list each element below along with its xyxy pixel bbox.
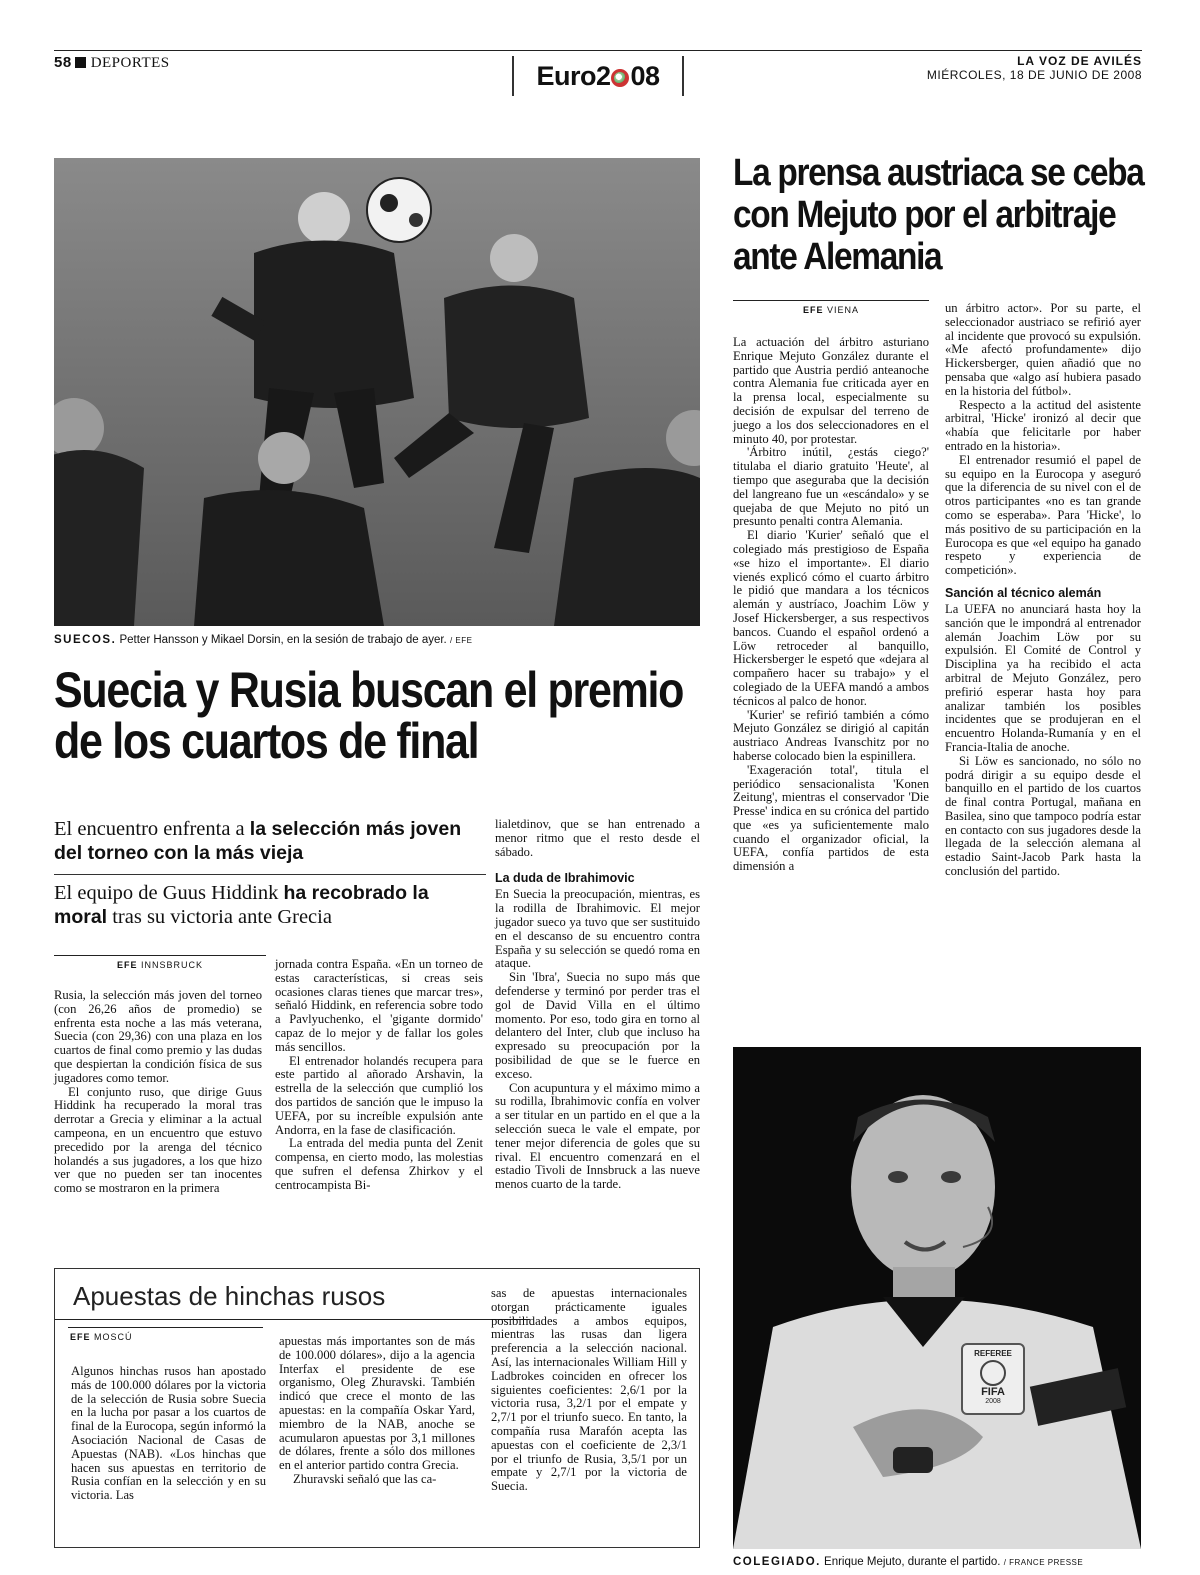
- box-byline: [68, 1327, 263, 1347]
- right-column-1: [733, 336, 929, 874]
- paragraph: jornada contra España. «En un torneo de estas características, si creas seis ocasiones claras tienes que marcar tres», señaló Hiddink, en referencia sobre todo a Pavlyuchenko, el 'gigante dormido' capaz de lo mejor y de fallar los goles más sencillos.: [275, 957, 483, 1054]
- caption-lead: COLEGIADO.: [733, 1556, 821, 1568]
- referee-photo-caption: [733, 1555, 1153, 1570]
- main-byline: [54, 955, 266, 975]
- paragraph: Sin 'Ibra', Suecia no supo más que defenderse y terminó por perder tras el gol de David Villa en el último momento. Por eso, todo gira en torno al delantero del Inter, club que incluso ha expresado su preocupación por la posibilidad de que se le fuerce en exceso.: [495, 970, 700, 1081]
- byline-place: VIENA: [823, 305, 860, 315]
- masthead-info: [927, 54, 1142, 82]
- box-column-2: [279, 1335, 475, 1487]
- paragraph: Con acupuntura y el máximo mimo a su rodilla, Ibrahimovic confía en volver a ser titular en un partido en el que a la selección sueca le vale el empate, por tener mejor diferencia de goles que su rival. El encuentro comenzará en el estadio Tivoli de Innsbruck a las nueve menos cuarto de la tarde.: [495, 1080, 700, 1192]
- byline-agency: EFE: [116, 960, 138, 970]
- box-title: Apuestas de hinchas rusos: [73, 1281, 386, 1311]
- deck-1-bold: la selección más joven del torneo con la más vieja: [54, 818, 462, 864]
- byline-agency: EFE: [70, 1332, 91, 1342]
- referee-badge: [961, 1343, 1025, 1415]
- header-rule: [54, 50, 1142, 51]
- paragraph: La UEFA no anunciará hasta hoy la sanción que le impondrá al entrenador alemán Joachim Löw por su expulsión. El Comité de Control y Disciplina ya ha recibido el acta arbitral de Mejuto González, pero prefirió esperar hasta hoy para analizar también los posibles incidentes que se produjeran en el encuentro Holanda-Rumanía y en el Francia-Italia de anoche.: [945, 601, 1141, 754]
- deck-2: [54, 881, 484, 929]
- right-column-2: [945, 302, 1141, 879]
- newspaper-name: LA VOZ DE AVILÉS: [1017, 54, 1142, 68]
- deck-2-text-c: tras su victoria ante Grecia: [107, 906, 332, 928]
- main-column-1: [54, 989, 262, 1196]
- square-bullet-icon: [75, 57, 86, 68]
- caption-credit: / EFE: [449, 636, 473, 645]
- subhead-sancion: Sanción al técnico alemán: [945, 585, 1102, 600]
- paragraph: apuestas más importantes son de más de 100.000 dólares», dijo a la agencia Interfax el presidente de ese organismo, Oleg Zhuravski. También indicó que crece el monto de las apuestas: en la compañía Oskar Yard, miembro de la NAB, anoche se acumularon apuestas por 3,1 millones de dólares, frente a sólo dos millones en el anterior partido contra Grecia.: [279, 1334, 475, 1473]
- main-column-2: [275, 958, 483, 1193]
- right-headline: La prensa austriaca se ceba con Mejuto por el arbitraje ante Alemania: [733, 152, 1144, 278]
- caption-text: Petter Hansson y Mikael Dorsin, en la sesión de trabajo de ayer.: [116, 634, 450, 646]
- byline-place: MOSCÚ: [90, 1332, 133, 1342]
- logo-text-b: 08: [630, 61, 660, 91]
- paragraph: En Suecia la preocupación, mientras, es la rodilla de Ibrahimovic. El mejor jugador sueco ya tuvo que ser sustituido en el descanso de su encuentro contra España y su selección se quedó roma en ataque.: [495, 887, 700, 971]
- paragraph: lialetdinov, que se han entrenado a menor ritmo que el resto desde el sábado.: [495, 817, 700, 859]
- paragraph: El entrenador holandés recupera para este partido al añorado Arshavin, la estrella de la selección que cumplió los dos partidos de sanción que le impuso la UEFA, por su increíble expulsión ante Andorra, en la fase de clasificación.: [275, 1053, 483, 1137]
- paragraph: un árbitro actor». Por su parte, el seleccionador austriaco se refirió ayer al incidente que provocó su expulsión. «Me afectó profundamente» dijo Hickersberger, quien añadió que no pensaba que «algo así hubiera pasado en la historia del fútbol».: [945, 301, 1141, 398]
- paragraph: El conjunto ruso, que dirige Guus Hiddink ha recuperado la moral tras derrotar a Grecia y eliminar a la actual campeona, en un encuentro que estuvo precedido por la arenga del técnico holandés a sus jugadores, a los que hizo ver que no pueden ser tan inocentes como se mostraron en la primera: [54, 1084, 262, 1196]
- logo-text-a: Euro2: [536, 61, 611, 91]
- euro-2008-logo: [512, 56, 684, 96]
- referee-photo-illustration: [733, 1047, 1141, 1549]
- caption-text: Enrique Mejuto, durante el partido.: [820, 1556, 1004, 1568]
- paragraph: 'Exageración total', titula el periódico sensacionalista 'Konen Zeitung', mientras el conservador 'Die Presse' indica en su crónica del partido que «es ya suficientemente malo cuando el organizador oficial, la UEFA, confía partidos de esta dimensión a: [733, 762, 929, 874]
- box-column-1: [71, 1365, 266, 1503]
- deck-1: [54, 817, 484, 865]
- paragraph: Rusia, la selección más joven del torneo (con 26,26 años de promedio) se enfrenta esta noche a las más veterana, Suecia (con 29,36) con una plaza en los cuartos de final como premio y las dudas que despiertan la condición física de sus jugadores como temor.: [54, 988, 262, 1085]
- caption-credit: / FRANCE PRESSE: [1003, 1558, 1084, 1567]
- deck-1-text: El encuentro enfrenta a: [54, 818, 250, 840]
- paragraph: 'Kurier' se refirió también a cómo Mejuto González se dirigió al capitán austriaco Andreas Ivanschitz por no haberse colocado bien la espinillera.: [733, 707, 929, 763]
- paragraph: 'Árbitro inútil, ¿estás ciego?' titulaba el diario gratuito 'Heute', al tiempo que aseguraba que la decisión del langreano fue un «escándalo» y se quejaba de que Mejuto no pitó un presunto penalti contra Alemania.: [733, 445, 929, 529]
- paragraph: Algunos hinchas rusos han apostado más de 100.000 dólares por la victoria de la selección de Rusia sobre Suecia en la lucha por pasar a los cuartos de final de la Eurocopa, según informó la Asociación Nacional de Casas de Apuestas (NAB). «Los hinchas que hacen sus apuestas en territorio de Rusia confían en la selección y en su victoria. Las: [71, 1364, 266, 1503]
- training-photo-caption: [54, 633, 700, 648]
- training-photo-illustration: [54, 158, 700, 626]
- paragraph: La entrada del media punta del Zenit compensa, en cierto modo, las molestias que sufren el defensa Zhirkov y el centrocampista Bi-: [275, 1136, 483, 1192]
- training-photo: [54, 158, 700, 626]
- referee-photo: [733, 1047, 1141, 1549]
- paragraph: El entrenador resumió el papel de su equipo en la Eurocopa y aseguró que la diferencia de su nivel con el de otros participantes «no es tan grande como se esperaba». Para 'Hicke', lo más positivo de su participación en la Eurocopa es que «el equipo ha ganado respeto y experiencia de competición».: [945, 452, 1141, 578]
- issue-date: MIÉRCOLES, 18 DE JUNIO DE 2008: [926, 68, 1142, 82]
- ball-icon: [611, 69, 629, 87]
- main-column-3: [495, 818, 700, 1192]
- paragraph: sas de apuestas internacionales otorgan prácticamente iguales posibilidades a ambos equipos, mientras las rusas dan ligera preferencia a la selección nacional. Así, las internacionales William Hill y Ladbrokes coinciden en ofrecer los siguientes coeficientes: 2,6/1 por la victoria rusa, 3,2/1 por el empate y 2,7/1 por el triunfo sueco. En tanto, la compañía rusa Marafón acepta las apuestas con el coeficiente de 2,3/1 por el triunfo de Rusia, 3,5/1 por un empate y 2,7/1 por la victoria de Suecia.: [491, 1286, 687, 1494]
- paragraph: La actuación del árbitro asturiano Enrique Mejuto González durante el partido que Austria perdió anteanoche contra Alemania fue criticada ayer en la prensa local, especialmente su decisión de expulsar del terreno de juego a los dos seleccionadores en el minuto 40, por protestar.: [733, 335, 929, 446]
- badge-year: 2008: [985, 1398, 1001, 1405]
- paragraph: Si Löw es sancionado, no sólo no podrá dirigir a su equipo desde el banquillo en el partido de los cuartos de final contra Portugal, mañana en Basilea, sino que tampoco podría estar en contacto con sus jugadores desde la llegada de la selección alemana al estadio Saint-Jacob Park hasta la conclusión del partido.: [945, 753, 1141, 879]
- paragraph: Zhuravski señaló que las ca-: [293, 1471, 437, 1486]
- caption-lead: SUECOS.: [54, 634, 117, 646]
- page-folio: [54, 54, 170, 72]
- globe-icon: [980, 1360, 1006, 1386]
- box-title-rule: [55, 1319, 530, 1320]
- byline-place: INNSBRUCK: [137, 960, 204, 970]
- right-byline: [733, 300, 929, 320]
- deck-2-bold: ha recobrado la moral: [54, 882, 429, 928]
- paragraph: Respecto a la actitud del asistente arbitral, 'Hicke' ironizó al decir que «había que felicitarle por haber entrado en la historia».: [945, 397, 1141, 453]
- badge-top: REFEREE: [974, 1349, 1012, 1358]
- section-name: DEPORTES: [90, 55, 170, 71]
- byline-agency: EFE: [802, 305, 824, 315]
- paragraph: El diario 'Kurier' señaló que el colegiado más prestigioso de España «se hizo el importante». El diario vienés explicó cómo el cuarto árbitro le pidió que mandara a los técnicos alemán y austríaco, Joachim Löw y Josef Hickersberger, a sus respectivos bancos. Cuando el español ordenó a Löw retroceder al banquillo, Hickersberger le espetó que «dejara al compañero hacer su trabajo» y el colegiado de la UEFA mandó a ambos técnicos al palco de honor.: [733, 528, 929, 708]
- main-headline: Suecia y Rusia buscan el premio de los cuartos de final: [54, 662, 684, 769]
- box-column-3: [491, 1287, 687, 1494]
- deck-divider: [54, 874, 486, 875]
- betting-sidebar-box: [54, 1268, 700, 1548]
- badge-mid: FIFA: [981, 1386, 1005, 1398]
- subhead-ibrahimovic: La duda de Ibrahimovic: [495, 871, 635, 886]
- deck-2-text-a: El equipo de Guus Hiddink: [54, 882, 284, 904]
- page-number: 58: [54, 54, 72, 71]
